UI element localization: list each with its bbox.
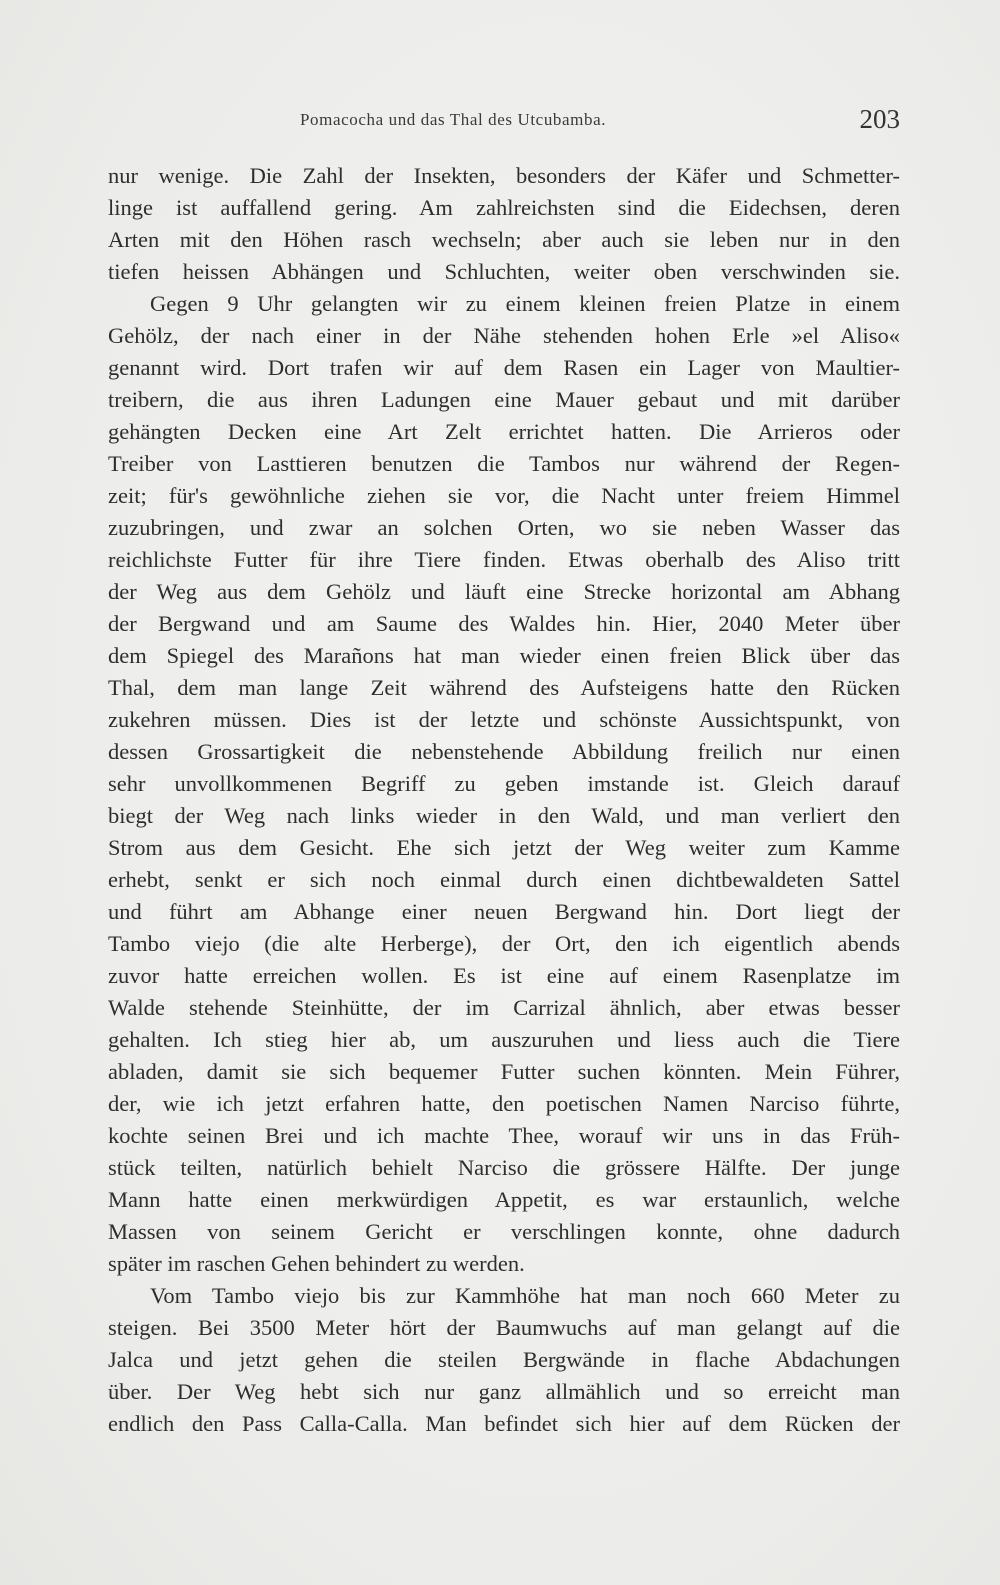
text-line: Arten mit den Höhen rasch wechseln; aber auch sie leben nur in den — [108, 227, 900, 252]
text-line: dessen Grossartigkeit die nebenstehende Abbildung freilich nur einen — [108, 739, 900, 764]
text-line: sehr unvollkommenen Begriff zu geben imstande ist. Gleich darauf — [108, 771, 900, 796]
text-line: zuvor hatte erreichen wollen. Es ist eine auf einem Rasenplatze im — [108, 963, 900, 988]
text-line: erhebt, senkt er sich noch einmal durch einen dichtbewaldeten Sattel — [108, 867, 900, 892]
text-line: Tambo viejo (die alte Herberge), der Ort, den ich eigentlich abends — [108, 931, 900, 956]
text-line: Thal, dem man lange Zeit während des Aufsteigens hatte den Rücken — [108, 675, 900, 700]
text-line: Walde stehende Steinhütte, der im Carrizal ähnlich, aber etwas besser — [108, 995, 900, 1020]
text-line: nur wenige. Die Zahl der Insekten, besonders der Käfer und Schmetter- — [108, 163, 900, 188]
text-line: und führt am Abhange einer neuen Bergwand hin. Dort liegt der — [108, 899, 900, 924]
text-line: der, wie ich jetzt erfahren hatte, den poetischen Namen Narciso führte, — [108, 1091, 900, 1116]
page-number: 203 — [859, 104, 900, 134]
text-line: zeit; für's gewöhnliche ziehen sie vor, die Nacht unter freiem Himmel — [108, 483, 900, 508]
text-line: gehängten Decken eine Art Zelt errichtet hatten. Die Arrieros oder — [108, 419, 900, 444]
running-title: Pomacocha und das Thal des Utcubamba. — [300, 110, 607, 129]
text-line: treibern, die aus ihren Ladungen eine Mauer gebaut und mit darüber — [108, 387, 900, 412]
text-line: Mann hatte einen merkwürdigen Appetit, es war erstaunlich, welche — [108, 1187, 900, 1212]
text-line: kochte seinen Brei und ich machte Thee, worauf wir uns in das Früh- — [108, 1123, 900, 1148]
text-line: zukehren müssen. Dies ist der letzte und schönste Aussichtspunkt, von — [108, 707, 900, 732]
text-line: stück teilten, natürlich behielt Narciso die grössere Hälfte. Der junge — [108, 1155, 900, 1180]
text-line: endlich den Pass Calla-Calla. Man befindet sich hier auf dem Rücken der — [108, 1411, 900, 1436]
text-line: Massen von seinem Gericht er verschlingen konnte, ohne dadurch — [108, 1219, 900, 1244]
text-line: gehalten. Ich stieg hier ab, um auszuruhen und liess auch die Tiere — [108, 1027, 900, 1052]
text-line: Jalca und jetzt gehen die steilen Bergwände in flache Abdachungen — [108, 1347, 900, 1372]
text-line: über. Der Weg hebt sich nur ganz allmählich und so erreicht man — [108, 1379, 900, 1404]
text-line: Vom Tambo viejo bis zur Kammhöhe hat man noch 660 Meter zu — [150, 1283, 900, 1308]
text-line: zuzubringen, und zwar an solchen Orten, wo sie neben Wasser das — [108, 515, 900, 540]
text-line: genannt wird. Dort trafen wir auf dem Rasen ein Lager von Maultier- — [108, 355, 900, 380]
text-line: abladen, damit sie sich bequemer Futter suchen könnten. Mein Führer, — [108, 1059, 900, 1084]
text-line: später im raschen Gehen behindert zu werden. — [108, 1251, 525, 1276]
text-line: reichlichste Futter für ihre Tiere finden. Etwas oberhalb des Aliso tritt — [108, 547, 900, 572]
text-line: tiefen heissen Abhängen und Schluchten, weiter oben verschwinden sie. — [108, 259, 900, 284]
text-line: steigen. Bei 3500 Meter hört der Baumwuchs auf man gelangt auf die — [108, 1315, 900, 1340]
text-line: Gehölz, der nach einer in der Nähe stehenden hohen Erle »el Aliso« — [108, 323, 900, 348]
text-line: dem Spiegel des Marañons hat man wieder einen freien Blick über das — [108, 643, 900, 668]
text-line: linge ist auffallend gering. Am zahlreichsten sind die Eidechsen, deren — [108, 195, 900, 220]
page-header — [108, 104, 900, 140]
text-line: der Bergwand und am Saume des Waldes hin. Hier, 2040 Meter über — [108, 611, 900, 636]
text-line: Treiber von Lasttieren benutzen die Tambos nur während der Regen- — [108, 451, 900, 476]
text-line: biegt der Weg nach links wieder in den Wald, und man verliert den — [108, 803, 900, 828]
text-line: Gegen 9 Uhr gelangten wir zu einem kleinen freien Platze in einem — [150, 291, 900, 316]
text-line: Strom aus dem Gesicht. Ehe sich jetzt der Weg weiter zum Kamme — [108, 835, 900, 860]
text-line: der Weg aus dem Gehölz und läuft eine Strecke horizontal am Abhang — [108, 579, 900, 604]
